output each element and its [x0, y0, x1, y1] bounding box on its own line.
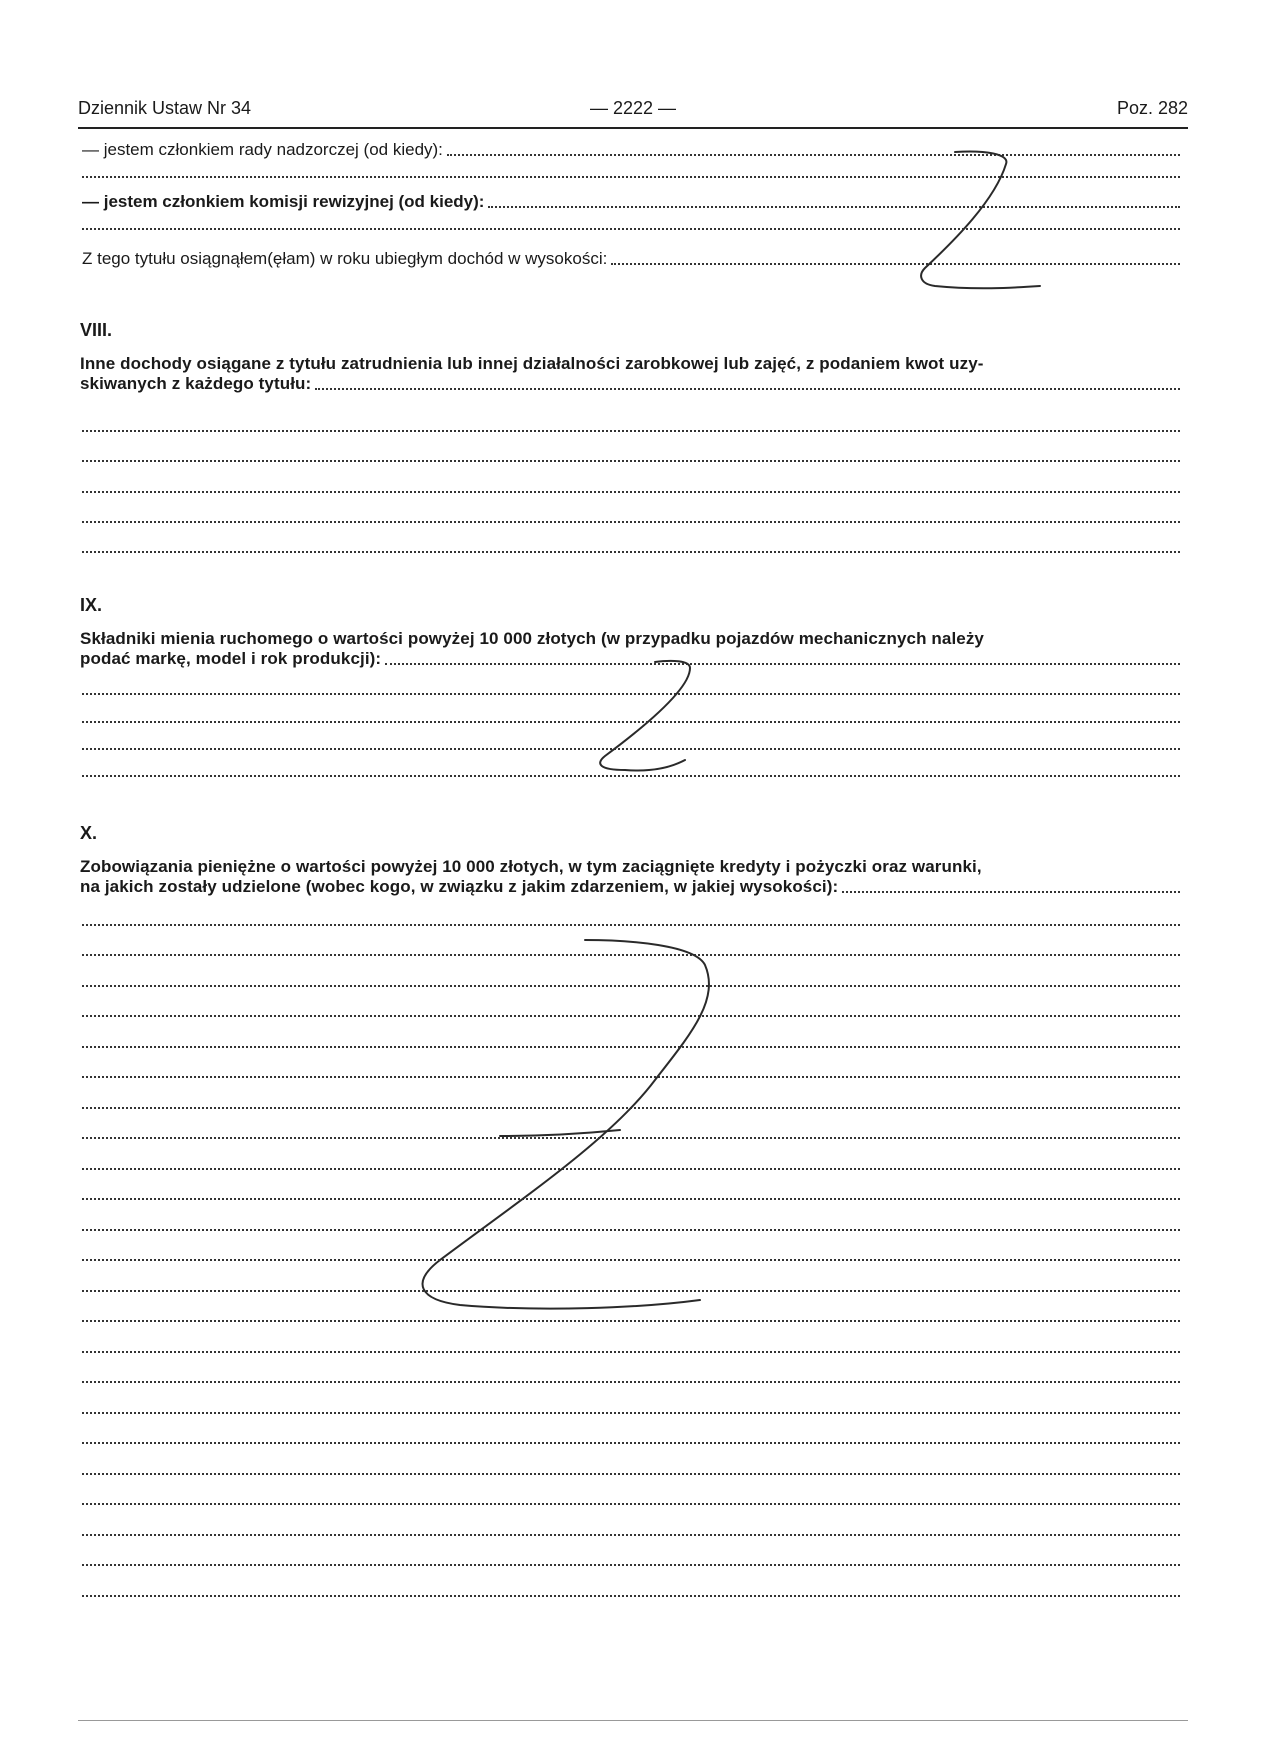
section-x-line2: na jakich zostały udzielone (wobec kogo, w związku z jakim zdarzeniem, w jakiej wysokości): [80, 877, 839, 896]
fill-line[interactable] [82, 1259, 1180, 1261]
fill-line[interactable] [82, 1107, 1180, 1109]
fill-line[interactable] [82, 1442, 1180, 1444]
section-ix-line1: Składniki mienia ruchomego o wartości powyżej 10 000 złotych (w przypadku pojazdów mechanicznych należy [80, 629, 984, 648]
page-header [78, 98, 1188, 122]
supervisory-board-field[interactable] [447, 154, 1180, 156]
fill-line[interactable] [82, 985, 1180, 987]
fill-line[interactable] [82, 1046, 1180, 1048]
income-label: Z tego tytułu osiągnąłem(ęłam) w roku ubiegłym dochód w wysokości: [82, 249, 608, 268]
fill-line[interactable] [82, 1076, 1180, 1078]
section-viii-number: VIII. [80, 320, 113, 340]
section-viii-line2-row [80, 374, 1180, 394]
section-ix-line2-row [80, 649, 1180, 669]
fill-line[interactable] [82, 1198, 1180, 1200]
section-ix-text [80, 629, 1180, 669]
section-ix-line2: podać markę, model i rok produkcji): [80, 649, 382, 668]
journal-title: Dziennik Ustaw Nr 34 [78, 98, 252, 118]
fill-line[interactable] [82, 176, 1180, 178]
fill-line[interactable] [82, 1168, 1180, 1170]
audit-committee-line [82, 192, 1180, 212]
fill-line[interactable] [82, 551, 1180, 553]
fill-line[interactable] [82, 693, 1180, 695]
fill-line[interactable] [82, 775, 1180, 777]
fill-line[interactable] [82, 1412, 1180, 1414]
income-field[interactable] [611, 263, 1180, 265]
page-bottom-rule [78, 1720, 1188, 1721]
fill-line[interactable] [82, 491, 1180, 493]
fill-line[interactable] [82, 1351, 1180, 1353]
fill-line[interactable] [82, 1503, 1180, 1505]
section-x-number: X. [80, 823, 98, 843]
fill-line[interactable] [82, 430, 1180, 432]
section-x-line1: Zobowiązania pieniężne o wartości powyżej 10 000 złotych, w tym zaciągnięte kredyty i pożyczki oraz warunki, [80, 857, 982, 876]
fill-line[interactable] [82, 1320, 1180, 1322]
section-x-text [80, 857, 1180, 897]
fill-line[interactable] [82, 954, 1180, 956]
section-x-field[interactable] [842, 891, 1180, 893]
audit-committee-field[interactable] [488, 206, 1180, 208]
fill-line[interactable] [82, 1290, 1180, 1292]
fill-line[interactable] [82, 748, 1180, 750]
section-viii-field[interactable] [315, 388, 1180, 390]
income-line [82, 249, 1180, 269]
fill-line[interactable] [82, 1137, 1180, 1139]
fill-line[interactable] [82, 1015, 1180, 1017]
section-ix-number: IX. [80, 595, 103, 615]
fill-line[interactable] [82, 1229, 1180, 1231]
z-mark-section-x [423, 940, 709, 1309]
fill-line[interactable] [82, 460, 1180, 462]
audit-committee-label: — jestem członkiem komisji rewizyjnej (od kiedy): [82, 192, 485, 211]
fill-line[interactable] [82, 1473, 1180, 1475]
supervisory-board-line [82, 140, 1180, 160]
page-number: — 2222 — [589, 98, 677, 118]
fill-line[interactable] [82, 1534, 1180, 1536]
position-number: Poz. 282 [1116, 98, 1188, 118]
z-mark-crossbar [500, 1130, 620, 1136]
fill-line[interactable] [82, 721, 1180, 723]
section-x-line2-row [80, 877, 1180, 897]
fill-line[interactable] [82, 521, 1180, 523]
section-ix-field[interactable] [385, 663, 1180, 665]
fill-line[interactable] [82, 1595, 1180, 1597]
fill-line[interactable] [82, 924, 1180, 926]
section-viii-line2: skiwanych z każdego tytułu: [80, 374, 312, 393]
fill-line[interactable] [82, 1381, 1180, 1383]
z-mark-section-ix [600, 661, 690, 771]
section-viii-text [80, 354, 1180, 394]
section-viii-line1: Inne dochody osiągane z tytułu zatrudnienia lub innej działalności zarobkowej lub zajęć, z podaniem kwot uzy- [80, 354, 984, 373]
fill-line[interactable] [82, 1564, 1180, 1566]
supervisory-board-label: — jestem członkiem rady nadzorczej (od kiedy): [82, 140, 443, 159]
header-rule [78, 127, 1188, 129]
fill-line[interactable] [82, 228, 1180, 230]
